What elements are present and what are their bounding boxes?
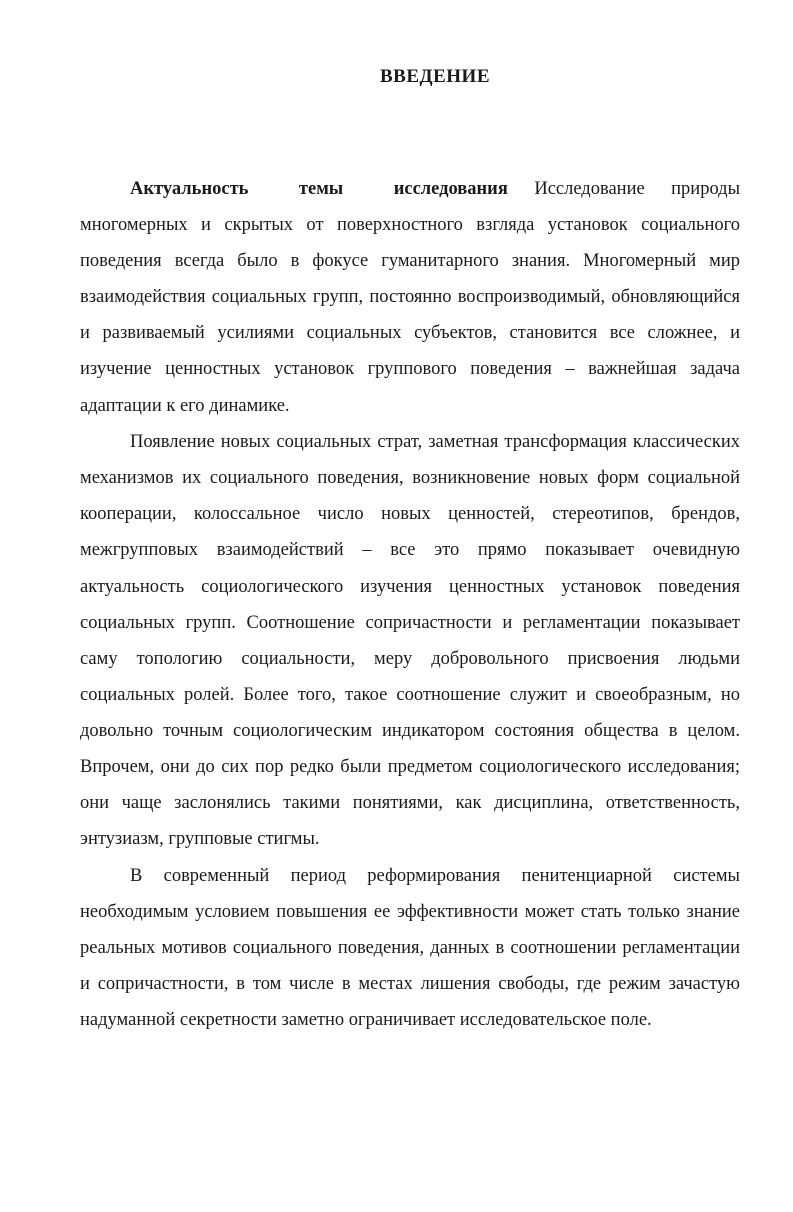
document-body	[80, 171, 740, 1038]
paragraph-text: Исследование природы многомерных и скрытых от поверхностного взгляда установок социального поведения всегда было в фокусе гуманитарного знания. Многомерный мир взаимодействия социальных групп, постоянно воспроизводимый, обновляющийся и развиваемый усилиями социальных субъектов, становится все сложнее, и изучение ценностных установок группового поведения – важнейшая задача адаптации к его динамике.	[80, 179, 741, 416]
paragraph-strata	[80, 424, 740, 857]
paragraph-penitentiary	[80, 858, 740, 1038]
paragraph-relevance	[80, 171, 740, 424]
page-title: ВВЕДЕНИЕ	[380, 66, 490, 87]
paragraph-text: Появление новых социальных страт, заметная трансформация классических механизмов их социального поведения, возникновение новых форм социальной кооперации, колоссальное число новых ценностей, стереотипов, брендов, межгрупповых взаимодействий – все это прямо показывает очевидную актуальность социологического изучения ценностных установок поведения социальных групп. Соотношение сопричастности и регламентации показывает саму топологию социальности, меру добровольного присвоения людьми социальных ролей. Более того, такое соотношение служит и своеобразным, но довольно точным социологическим индикатором состояния общества в целом. Впрочем, они до сих пор редко были предметом социологического исследования; они чаще заслонялись такими понятиями, как дисциплина, ответственность, энтузиазм, групповые стигмы.	[80, 432, 740, 850]
paragraph-heading: Актуальность темы исследования	[130, 179, 508, 199]
paragraph-text: В современный период реформирования пенитенциарной системы необходимым условием повышения ее эффективности может стать только знание реальных мотивов социального поведения, данных в соотношении регламентации и сопричастности, в том числе в местах лишения свободы, где режим зачастую надуманной секретности заметно ограничивает исследовательское поле.	[80, 865, 740, 1031]
